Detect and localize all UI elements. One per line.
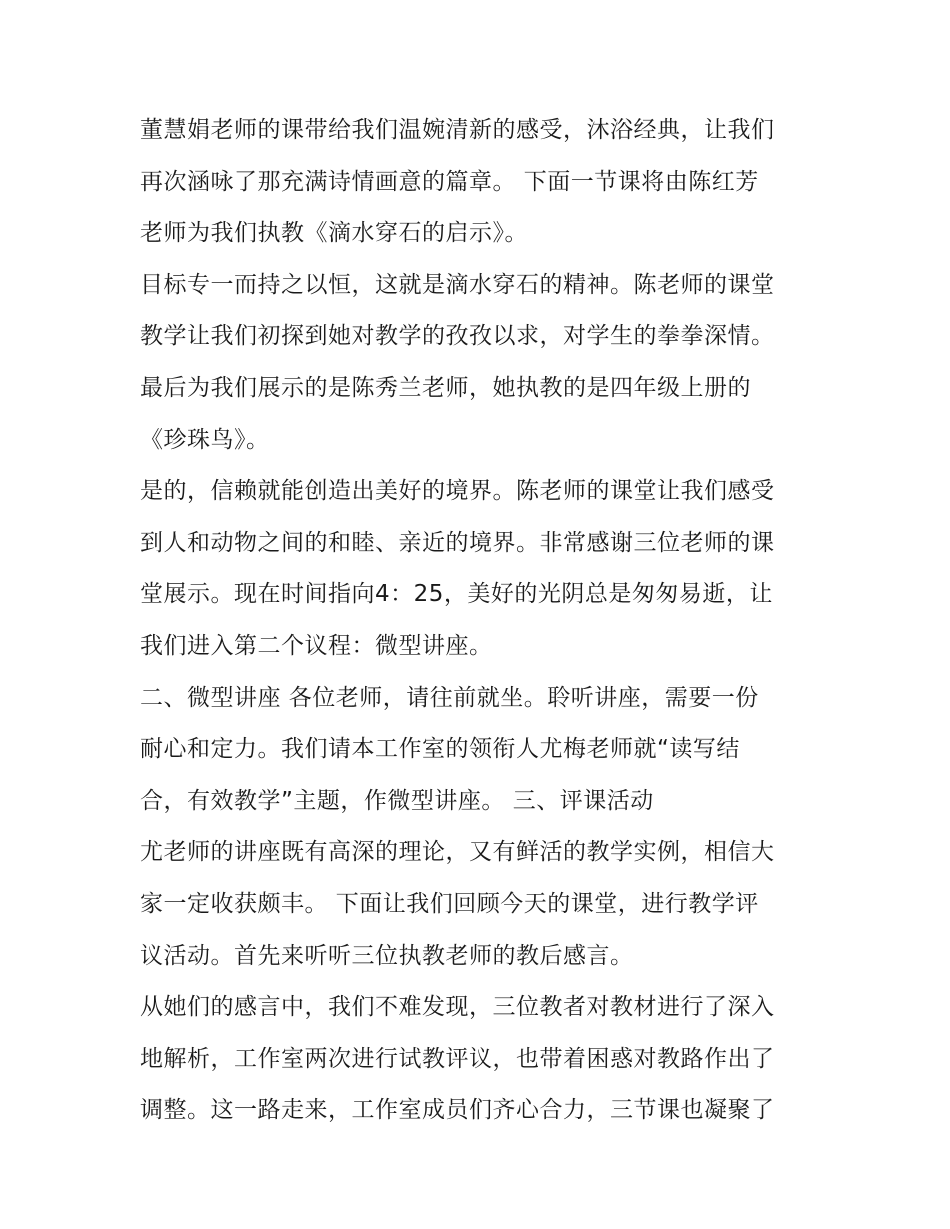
text-line: 尤老师的讲座既有高深的理论，又有鲜活的教学实例，相信大 (140, 839, 775, 866)
text-line: 董慧娟老师的课带给我们温婉清新的感受，沐浴经典，让我们 (140, 117, 775, 143)
text-line: 议活动。首先来听听三位执教老师的教后感言。 (140, 942, 634, 969)
text-line: 我们进入第二个议程：微型讲座。 (140, 632, 493, 659)
text-line: 堂展示。现在时间指向4：25，美好的光阴总是匆匆易逝，让 (140, 581, 773, 608)
section-heading-line: 合，有效教学”主题，作微型讲座。 三、评课活动 (140, 787, 654, 814)
text-line: 耐心和定力。我们请本工作室的领衔人尤梅老师就“读写结 (140, 736, 740, 763)
text-line: 再次涵咏了那充满诗情画意的篇章。 下面一节课将由陈红芳 (140, 168, 759, 195)
text-line: 地解析，工作室两次进行试教评议，也带着困惑对教路作出了 (140, 1045, 775, 1072)
text-line: 目标专一而持之以恒，这就是滴水穿石的精神。陈老师的课堂 (140, 271, 775, 298)
text-line: 到人和动物之间的和睦、亲近的境界。非常感谢三位老师的课 (140, 529, 775, 556)
document-body (140, 105, 830, 1137)
text-line: 最后为我们展示的是陈秀兰老师，她执教的是四年级上册的 (140, 374, 751, 401)
text-line: 从她们的感言中，我们不难发现，三位教者对教材进行了深入 (140, 994, 775, 1021)
text-line: 家一定收获颇丰。 下面让我们回顾今天的课堂，进行教学评 (140, 890, 759, 917)
text-line: 老师为我们执教《滴水穿石的启示》。 (140, 220, 528, 247)
text-line: 是的，信赖就能创造出美好的境界。陈老师的课堂让我们感受 (140, 478, 775, 505)
text-line: 调整。这一路走来，工作室成员们齐心合力，三节课也凝聚了 (140, 1097, 775, 1124)
text-line: 《珍珠鸟》。 (140, 426, 270, 453)
section-heading-line: 二、微型讲座 各位老师，请往前就坐。聆听讲座，需要一份 (140, 684, 759, 711)
text-line: 教学让我们初探到她对教学的孜孜以求，对学生的拳拳深情。 (140, 323, 775, 350)
